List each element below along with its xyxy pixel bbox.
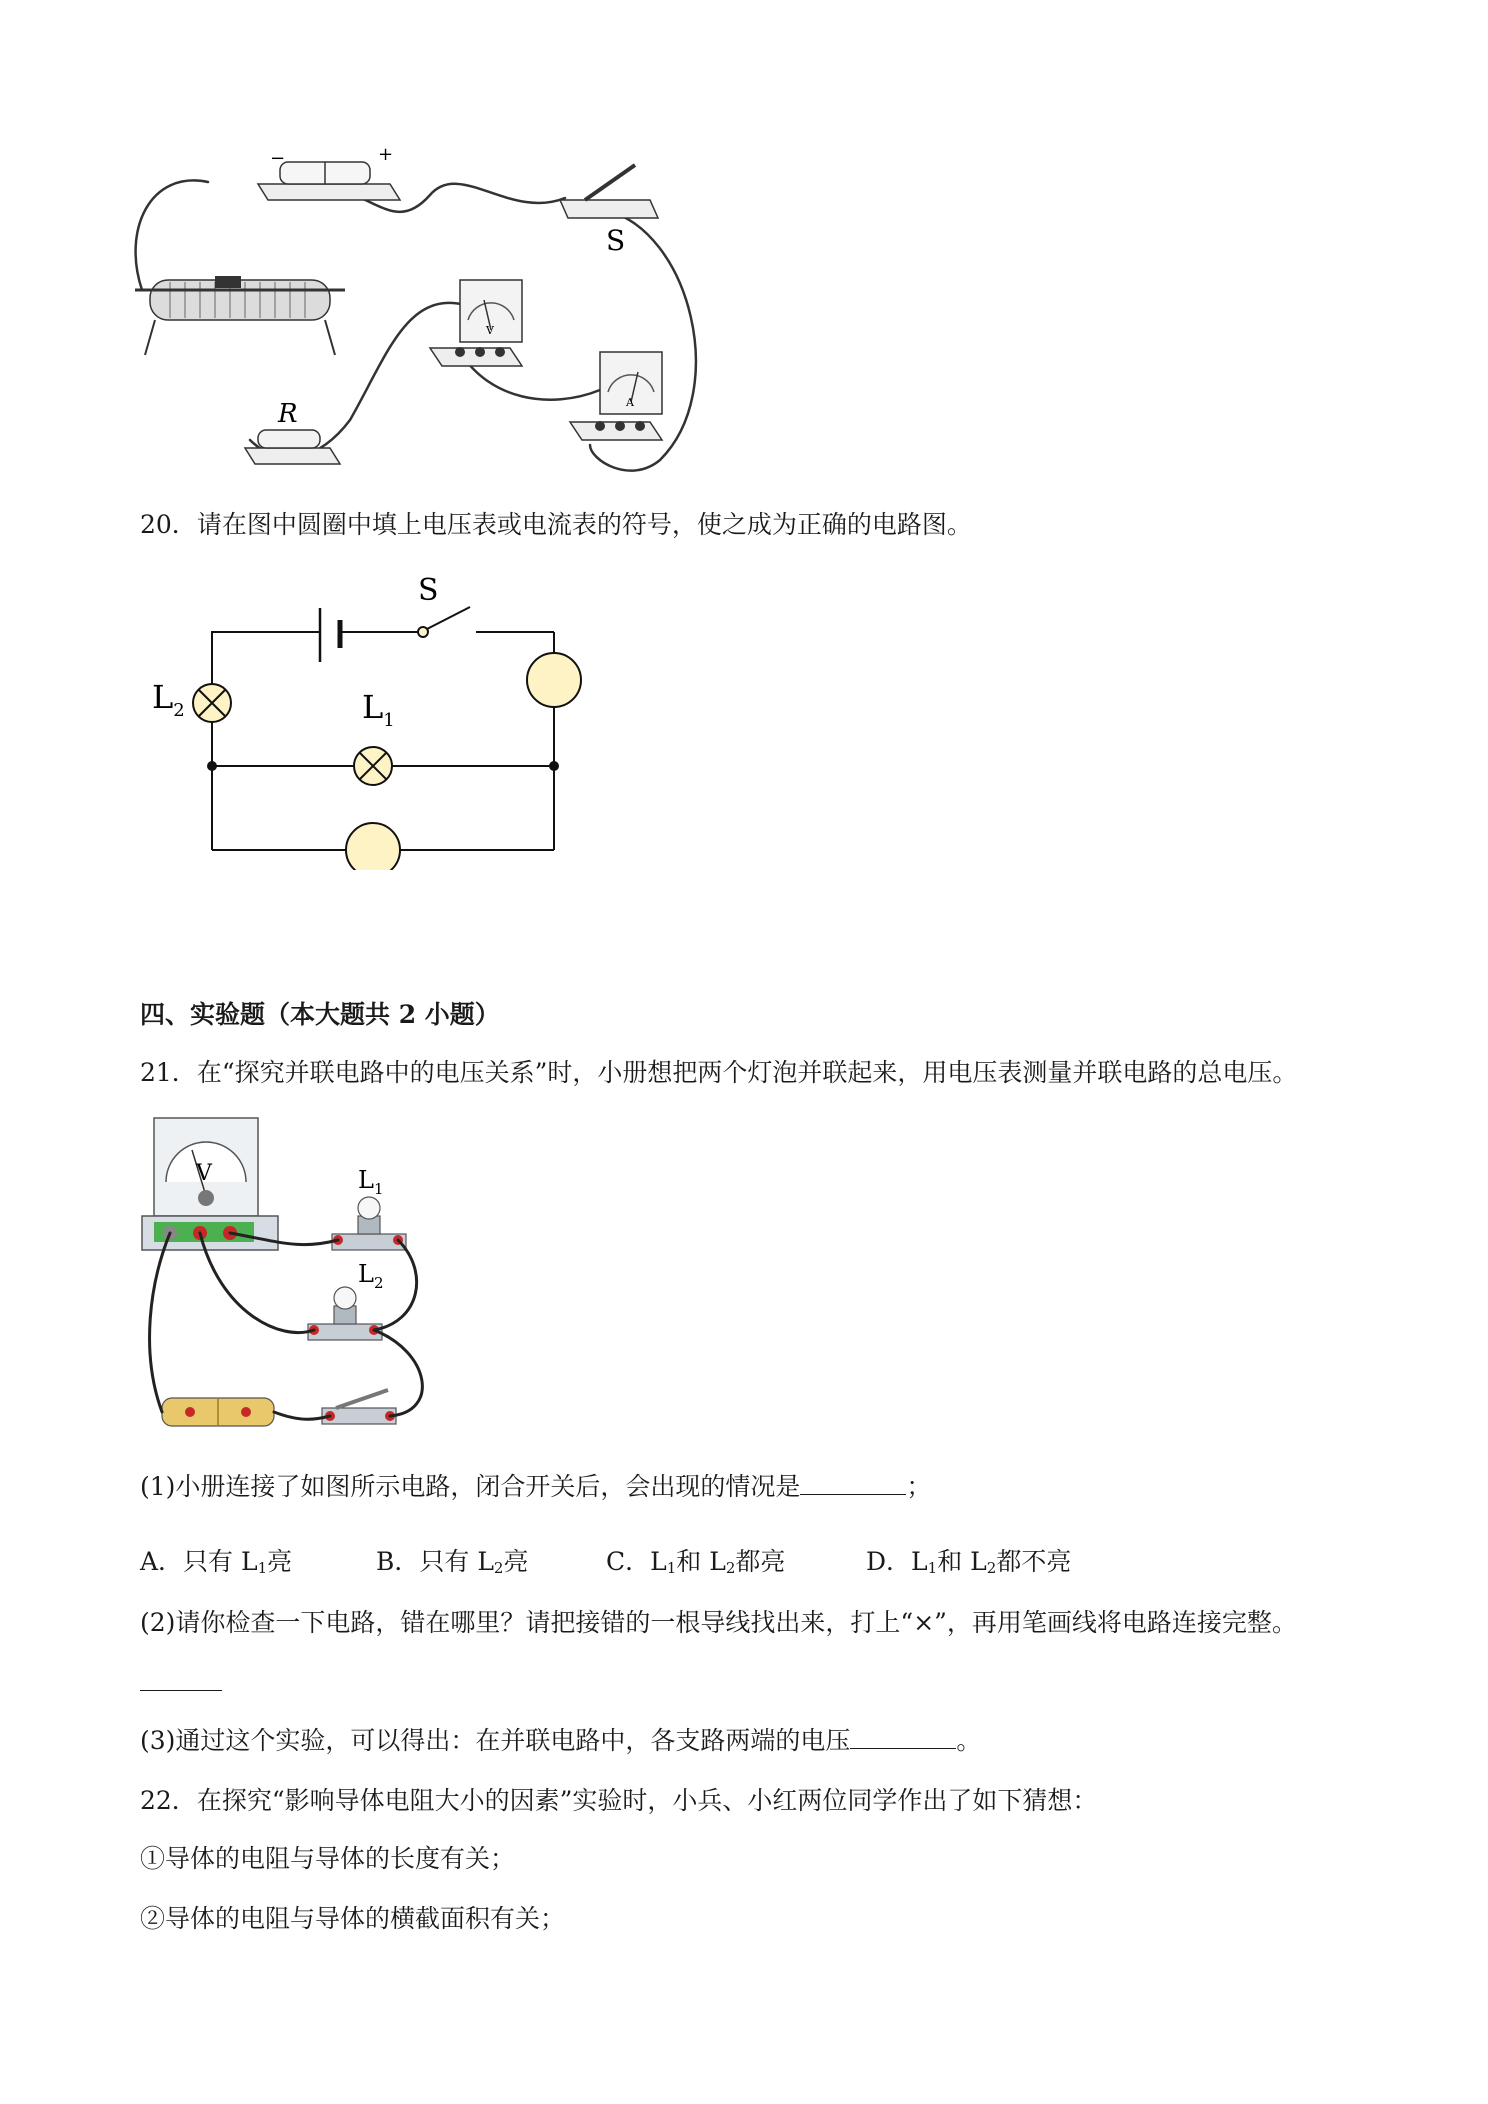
q21-part2-blank[interactable] (140, 1690, 222, 1691)
q21-option-b[interactable] (376, 1542, 528, 1578)
switch-symbol (418, 573, 470, 637)
resistor-r (245, 399, 340, 464)
option-a-subscript: 1 (257, 1559, 268, 1577)
q19-apparatus-figure (130, 140, 750, 485)
q21-lamp1-subscript: 1 (373, 1180, 384, 1198)
q21-part1-suffix: ； (906, 1472, 932, 1501)
q21-lamp-l1 (332, 1166, 406, 1250)
q21-lamp-l2 (308, 1260, 383, 1340)
q21-part3 (140, 1724, 981, 1758)
empty-meter-circle-right (527, 653, 581, 707)
option-d-tail: 都不亮 (996, 1547, 1072, 1576)
q20-text: 请在图中圆圈中填上电压表或电流表的符号，使之成为正确的电路图。 (196, 510, 972, 539)
q22-guess-2: ②导体的电阻与导体的横截面积有关； (140, 1904, 566, 1933)
q20-circuit-diagram (140, 570, 600, 870)
q21-part1-blank[interactable] (800, 1470, 906, 1495)
q22-text: 在探究“影响导体电阻大小的因素”实验时，小兵、小红两位同学作出了如下猜想： (196, 1786, 1098, 1815)
q21-option-d[interactable] (866, 1542, 1071, 1578)
empty-meter-circle-bottom (346, 823, 400, 870)
option-a-text: A．只有 L (140, 1547, 258, 1576)
option-c-mid: 和 L (676, 1547, 726, 1576)
svg-text:L2 (152, 678, 185, 721)
option-c-subscript: 1 (666, 1559, 677, 1577)
option-b-text: B．只有 L (376, 1547, 494, 1576)
lamp1-subscript: 1 (383, 710, 395, 731)
resistor-label: R (278, 399, 298, 429)
rheostat (135, 276, 345, 355)
q21-question (140, 1056, 1297, 1090)
q21-text: 在“探究并联电路中的电压关系”时，小册想把两个灯泡并联起来，用电压表测量并联电路的总电压。 (196, 1058, 1298, 1087)
q22-question (140, 1784, 1097, 1818)
q21-option-c[interactable] (606, 1542, 785, 1578)
q22-number: 22． (140, 1786, 197, 1815)
option-d-text: D．L (866, 1547, 928, 1576)
battery-plus-label: + (378, 144, 394, 165)
q21-lamp1-letter: L (358, 1166, 374, 1194)
switch-label: S (606, 224, 626, 257)
q20-question (140, 508, 972, 542)
lamp2-subscript: 2 (173, 700, 185, 721)
q21-battery (162, 1398, 274, 1426)
option-a-tail: 亮 (267, 1547, 293, 1576)
q20-number: 20． (140, 510, 197, 539)
lamp2-letter: L (152, 678, 174, 716)
option-d-subscript: 1 (927, 1559, 938, 1577)
battery-minus-label: − (270, 148, 286, 169)
q21-meter-letter: V (196, 1161, 212, 1186)
option-b-tail: 亮 (503, 1547, 529, 1576)
svg-text:L1 (358, 1166, 383, 1198)
lamp1-letter: L (362, 688, 384, 726)
option-b-subscript: 2 (493, 1559, 504, 1577)
section-4-title: 四、实验题（本大题共 2 小题） (140, 1000, 500, 1029)
junction-dot-right (549, 761, 559, 771)
q21-part1 (140, 1470, 931, 1504)
option-c-text: C．L (606, 1547, 667, 1576)
switch-label: S (418, 573, 439, 608)
option-d-mid: 和 L (937, 1547, 987, 1576)
switch (560, 165, 658, 257)
option-c-tail: 都亮 (735, 1547, 786, 1576)
q21-part3-suffix: 。 (956, 1726, 982, 1755)
battery-holder (258, 144, 400, 200)
option-d-subscript-2: 2 (986, 1559, 997, 1577)
q21-lamp2-subscript: 2 (373, 1274, 384, 1292)
battery-symbol (320, 608, 340, 662)
option-c-subscript-2: 2 (725, 1559, 736, 1577)
lamp-l2 (152, 678, 231, 722)
q21-part1-text: (1)小册连接了如图所示电路，闭合开关后，会出现的情况是 (140, 1472, 801, 1501)
q21-lamp2-letter: L (358, 1260, 374, 1288)
q21-number: 21． (140, 1058, 197, 1087)
q21-voltmeter (142, 1118, 278, 1250)
lamp-l1 (354, 688, 395, 785)
q21-circuit-photo (140, 1112, 460, 1452)
q21-option-a[interactable] (140, 1542, 292, 1578)
ammeter-letter: A (626, 396, 634, 409)
svg-text:L1 (362, 688, 395, 731)
svg-text:L2 (358, 1260, 383, 1292)
circuit-wires (212, 632, 554, 850)
q22-guess-1: ①导体的电阻与导体的长度有关； (140, 1844, 516, 1873)
q21-switch (322, 1390, 396, 1424)
q21-part3-blank[interactable] (850, 1724, 956, 1749)
voltmeter-letter: V (486, 324, 494, 337)
q21-part3-text: (3)通过这个实验，可以得出：在并联电路中，各支路两端的电压 (140, 1726, 851, 1755)
q21-part2: (2)请你检查一下电路，错在哪里？请把接错的一根导线找出来，打上“×”，再用笔画线将电路连接完整。 (140, 1608, 1297, 1637)
junction-dot-left (207, 761, 217, 771)
voltmeter (430, 280, 522, 366)
